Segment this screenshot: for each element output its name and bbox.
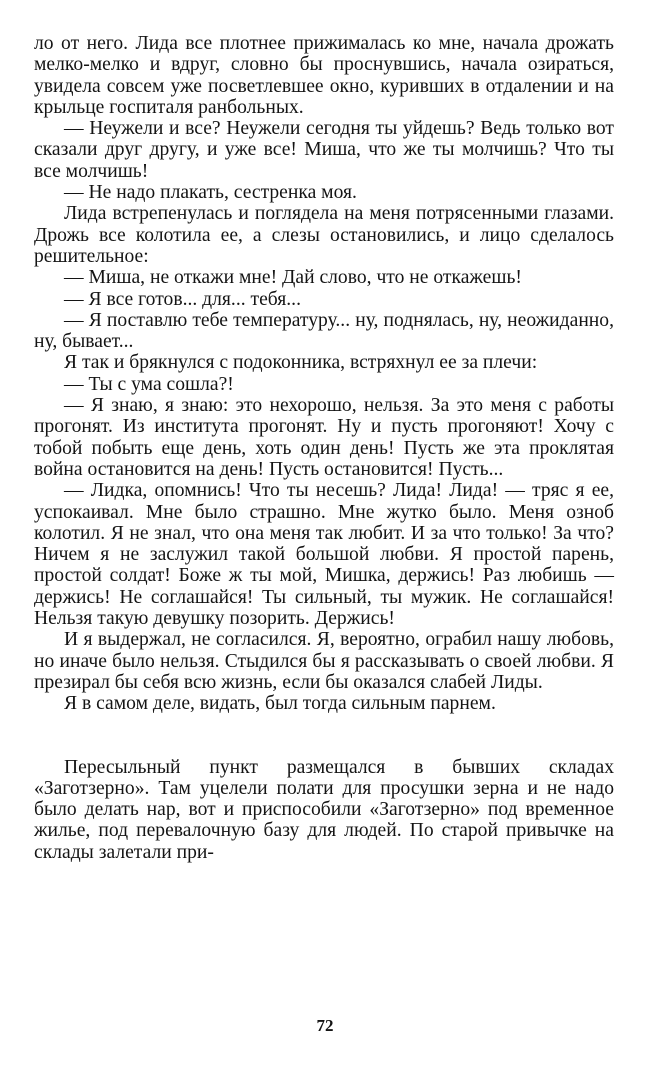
paragraph-dialogue: — Миша, не откажи мне! Дай слово, что не откажешь! [64,267,522,289]
paragraph: Лида встрепенулась и поглядела на меня потрясенными глазами. Дрожь все колотила ее, а слезы остановились, и лицо сделалось решительное: [34,203,614,267]
paragraph-dialogue: — Неужели и все? Неужели сегодня ты уйдешь? Ведь только вот сказали друг другу, и уже все! Миша, что же ты молчишь? Что ты все молчишь! [34,118,614,182]
paragraph-dialogue: — Я знаю, я знаю: это нехорошо, нельзя. За это меня с работы прогонят. Из института прогонят. Ну и пусть прогоняют! Хочу с тобой побыть еще день, хоть один день! Пусть же эта проклятая война остановится на день! Пусть остановится! Пусть... [34,395,614,480]
paragraph-dialogue: — Ты с ума сошла?! [64,373,234,395]
book-page-text [34,33,614,863]
paragraph: И я выдержал, не согласился. Я, вероятно, ограбил нашу любовь, но иначе было нельзя. Стыдился бы я рассказывать о своей любви. Я презирал бы себя всю жизнь, если бы оказался слабей Лиды. [34,629,614,693]
paragraph-dialogue: — Лидка, опомнись! Что ты несешь? Лида! Лида! — тряс я ее, успокаивал. Мне было страшно. Мне жутко было. Меня озноб колотил. Я не знал, что она меня так любит. И за что только! За что? Ничем я не заслужил такой большой любви. Я простой парень, простой солдат! Боже ж ты мой, Мишка, держись! Раз любишь — держись! Не соглашайся! Ты сильный, ты мужик. Не соглашайся! Нельзя такую девушку позорить. Держись! [34,480,614,630]
paragraph: Я в самом деле, видать, был тогда сильным парнем. [64,693,496,715]
paragraph-dialogue: — Я все готов... для... тебя... [64,288,301,310]
paragraph-continuation: ло от него. Лида все плотнее прижималась ко мне, начала дрожать мелко-мелко и вдруг, словно бы проснувшись, начала озираться, увидела совсем уже посветлевшее окно, куривших в отдалении и на крыльце госпиталя ранбольных. [34,33,614,118]
section-break [34,715,614,757]
paragraph-new-section: Пересыльный пункт размещался в бывших складах «Заготзерно». Там уцелели полати для просушки зерна и не надо было делать нар, вот и приспособили «Заготзерно» под временное жилье, под перевалочную базу для людей. По старой привычке на склады залетали при- [34,756,614,863]
paragraph-dialogue: — Я поставлю тебе температуру... ну, поднялась, ну, неожиданно, ну, бывает... [34,309,614,353]
paragraph: Я так и брякнулся с подоконника, встряхнул ее за плечи: [64,352,538,374]
page-number: 72 [316,1016,334,1035]
paragraph-dialogue: — Не надо плакать, сестренка моя. [64,182,357,204]
